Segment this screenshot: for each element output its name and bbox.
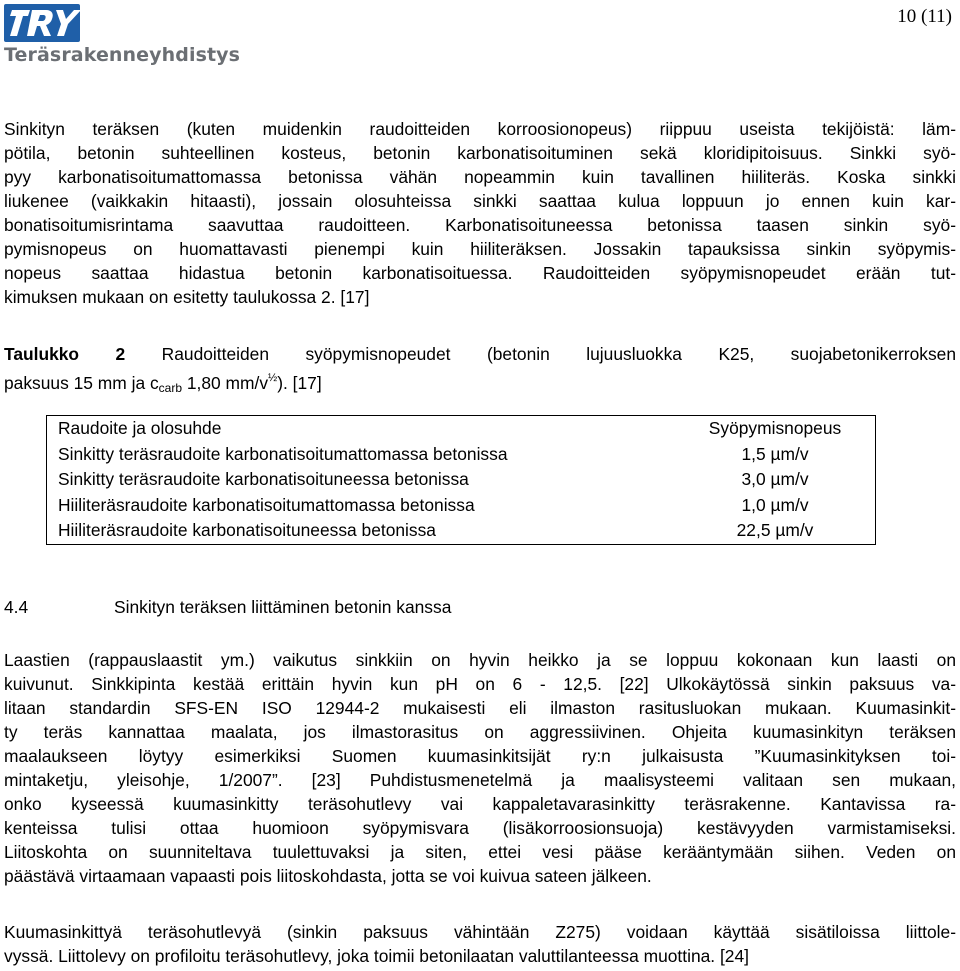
page-header (0, 0, 960, 80)
table-cell: Hiiliteräsraudoite karbonatisoitumattomassa betonissa (58, 494, 475, 515)
text-line: pyy karbonatisoitumattomassa betonissa vähän nopeammin kuin tavallinen hiiliteräs. Koska sinkki (4, 167, 956, 187)
organization-name: Teräsrakenneyhdistys (4, 44, 241, 66)
table-cell: Hiiliteräsraudoite karbonatisoituneessa betonissa (58, 520, 436, 541)
try-logo (4, 4, 241, 74)
caption-superscript: ½ (268, 372, 278, 384)
text-line: bonatisoitumisrintama saavuttaa raudoitteen. Karbonatisoituneessa betonissa taasen sinkin syö- (4, 215, 956, 235)
table-cell: 22,5 µm/v (736, 520, 814, 541)
table-caption (4, 342, 956, 400)
try-logo-mark (4, 4, 80, 42)
caption-text: 1,80 mm/v (182, 373, 269, 393)
text-line: kenteissa tulisi ottaa huomioon syöpymisvara (lisäkorroosionsuoja) kestävyyden varmistamiseksi. (4, 818, 956, 838)
caption-line-2 (4, 366, 956, 400)
text-line: litaan standardin SFS-EN ISO 12944-2 mukaisesti eli ilmaston rasitusluokan mukaan. Kuumasinkit- (4, 698, 956, 718)
table-cell: Sinkitty teräsraudoite karbonatisoituneessa betonissa (58, 469, 469, 490)
table-cell: 3,0 µm/v (741, 469, 809, 490)
section-number: 4.4 (4, 597, 29, 617)
table-row (47, 467, 876, 493)
section-heading (4, 597, 451, 618)
caption-label: Taulukko 2 (4, 344, 126, 364)
text-line: päästävä virtaamaan vapaasti pois liitoskohdasta, jotta se voi kuivua sateen jälkeen. (4, 866, 652, 886)
table-row (47, 518, 876, 544)
caption-line-1 (4, 342, 956, 366)
text-line: pymisnopeus on huomattavasti pienempi kuin hiiliteräksen. Jossakin tapauksissa sinkin syöpymis- (4, 239, 956, 259)
table-cell: Sinkitty teräsraudoite karbonatisoitumattomassa betonissa (58, 443, 508, 464)
text-line: onko kyseessä kuumasinkitty teräsohutlevy vai kappaletavarasinkitty teräsrakenne. Kantavissa ra- (4, 794, 956, 814)
text-line: ty teräs kannattaa maalata, jos ilmastorasitus on aggressiivinen. Ohjeita kuumasinkityn teräksen (4, 722, 956, 742)
paragraph-composite-slab (4, 920, 956, 968)
caption-text: paksuus 15 mm ja c (4, 373, 159, 393)
table-row (47, 493, 876, 519)
text-line: mintaketju, yleisohje, 1/2007”. [23] Puhdistusmenetelmä ja maalisysteemi valitaan sen mukaan, (4, 770, 956, 790)
table-cell: 1,5 µm/v (741, 443, 809, 464)
text-line: Kuumasinkittyä teräsohutlevyä (sinkin paksuus vähintään Z275) voidaan käyttää sisätiloissa liittole- (4, 922, 956, 942)
table-row (47, 442, 876, 468)
corrosion-rate-table (46, 415, 876, 545)
caption-text: Raudoitteiden syöpymisnopeudet (betonin lujuusluokka K25, suojabetonikerroksen (125, 344, 956, 364)
text-line: Sinkityn teräksen (kuten muidenkin raudoitteiden korroosionopeus) riippuu useista tekijöistä: läm- (4, 119, 956, 139)
section-title: Sinkityn teräksen liittäminen betonin kanssa (114, 597, 452, 617)
caption-text: ). [17] (277, 373, 322, 393)
table-header-cell: Syöpymisnopeus (708, 418, 842, 438)
paragraph-mortar-effect (4, 648, 956, 888)
text-line: liukenee (vaikkakin hitaasti), jossain olosuhteissa sinkki saattaa kulua loppuun jo ennen kuin kar- (4, 191, 956, 211)
caption-subscript: carb (158, 381, 182, 395)
table-header-cell: Raudoite ja olosuhde (58, 418, 222, 438)
text-line: Laastien (rappauslaastit ym.) vaikutus sinkkiin on hyvin heikko ja se loppuu kokonaan kun laasti on (4, 650, 956, 670)
text-line: kuivunut. Sinkkipinta kestää erittäin hyvin kun pH on 6 - 12,5. [22] Ulkokäytössä sinkin paksuus va- (4, 674, 956, 694)
paragraph-corrosion-rate (4, 117, 956, 309)
text-line: kimuksen mukaan on esitetty taulukossa 2. [17] (4, 287, 370, 307)
page-number: 10 (11) (897, 6, 952, 27)
text-line: Liitoskohta on suunniteltava tuulettuvaksi ja siten, ettei vesi pääse kerääntymään siihen. Veden on (4, 842, 956, 862)
text-line: nopeus saattaa hidastua betonin karbonatisoituessa. Raudoitteiden syöpymisnopeudet erään tut- (4, 263, 956, 283)
text-line: pötila, betonin suhteellinen kosteus, betonin karbonatisoituminen sekä kloridipitoisuus. Sinkki syö- (4, 143, 956, 163)
table-cell: 1,0 µm/v (741, 494, 809, 515)
text-line: maalaukseen löytyy esimerkiksi Suomen kuumasinkitsijät ry:n julkaisusta ”Kuumasinkityksen toi- (4, 746, 956, 766)
table-header-row (47, 416, 876, 442)
text-line: vyssä. Liittolevy on profiloitu teräsohutlevy, joka toimii betonilaatan valuttilanteessa muottina. [24] (4, 946, 749, 966)
